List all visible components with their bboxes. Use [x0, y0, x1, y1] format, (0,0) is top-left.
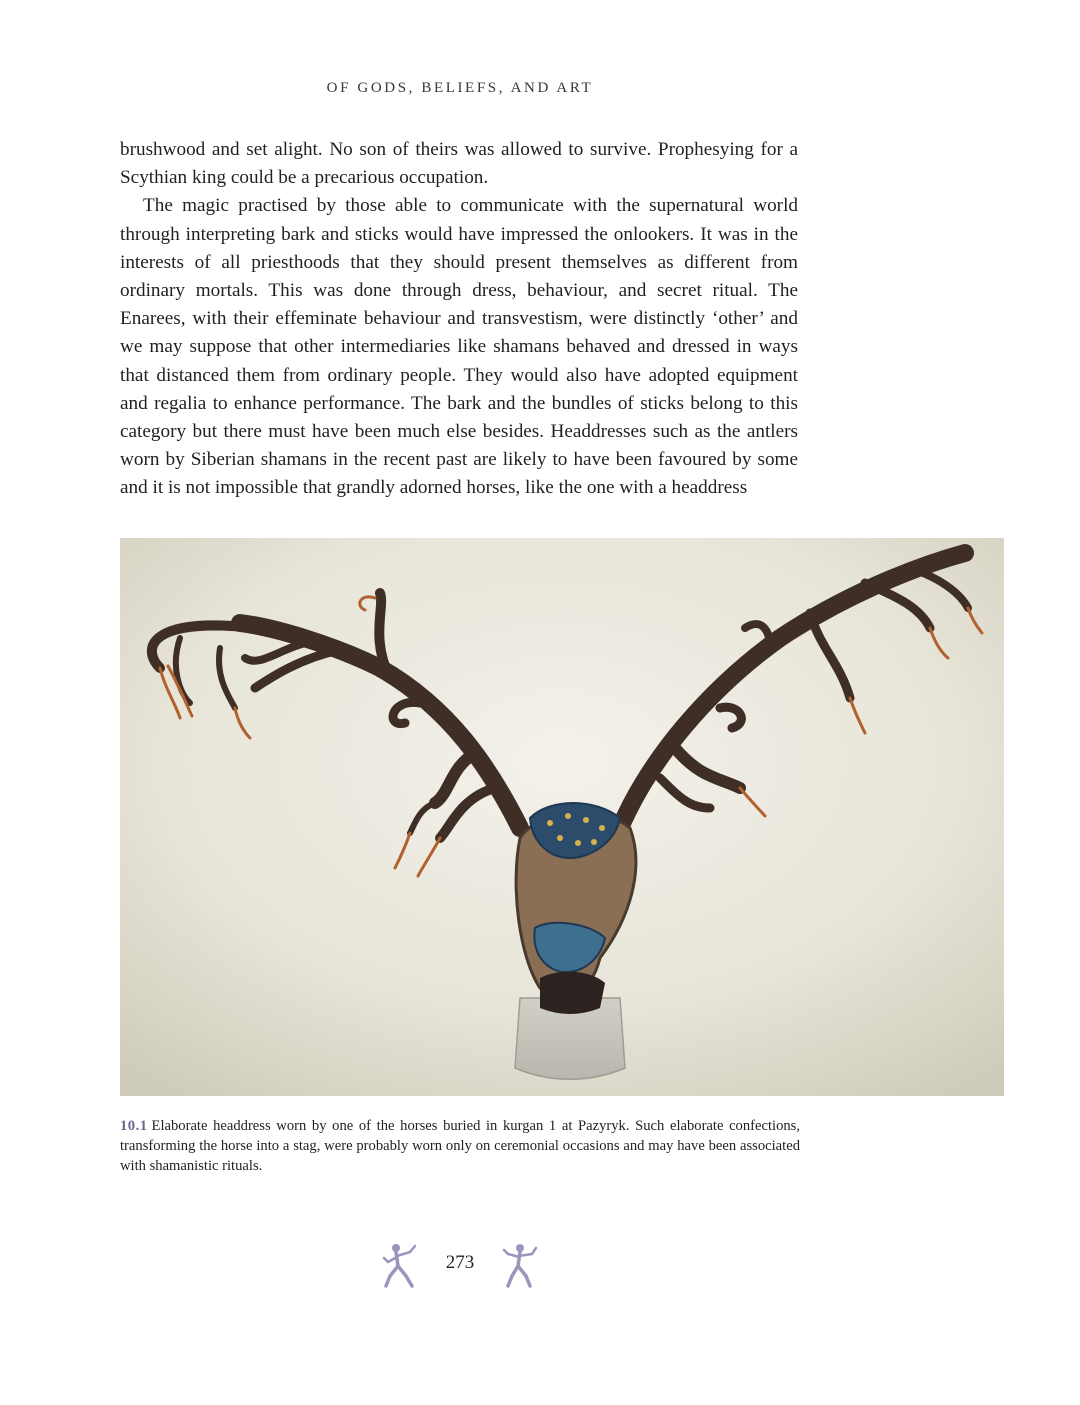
figure-photo — [120, 538, 1004, 1096]
figure-caption-text: Elaborate headdress worn by one of the horses buried in kurgan 1 at Pazyryk. Such elaborate confections, transforming the horse into a stag, were probably worn only on ceremonial occasions and may have been associated with shamanistic rituals. — [120, 1118, 800, 1174]
paragraph-2: The magic practised by those able to communicate with the supernatural world through interpreting bark and sticks would have impressed the onlookers. It was in the interests of all priesthoods that they should present themselves as different from ordinary mortals. This was done through dress, behaviour, and secret ritual. The Enarees, with their effeminate behaviour and transvestism, were distinctly ‘other’ and we may suppose that other intermediaries like shamans behaved and dressed in ways that distanced them from ordinary people. They would also have adopted equipment and regalia to enhance performance. The bark and the bundles of sticks belong to this category but there must have been much else besides. Headdresses such as the antlers worn by Siberian shamans in the recent past are likely to have been favoured by some and it is not impossible that grandly adorned horses, like the one with a headdress — [120, 195, 798, 499]
page-number: 273 — [445, 1252, 475, 1273]
running-head: OF GODS, BELIEFS, AND ART — [326, 80, 594, 96]
paragraph-1: brushwood and set alight. No son of theirs was allowed to survive. Prophesying for a Scythian king could be a precarious occupation. — [120, 139, 798, 189]
figure-caption — [120, 1116, 800, 1176]
antlered-headdress-photo-icon — [120, 538, 1004, 1096]
page-folio — [382, 1240, 538, 1292]
figure-number: 10.1 — [120, 1118, 148, 1134]
body-text — [120, 136, 798, 503]
scythian-figure-icon — [382, 1242, 418, 1290]
scythian-figure-icon — [502, 1242, 538, 1290]
